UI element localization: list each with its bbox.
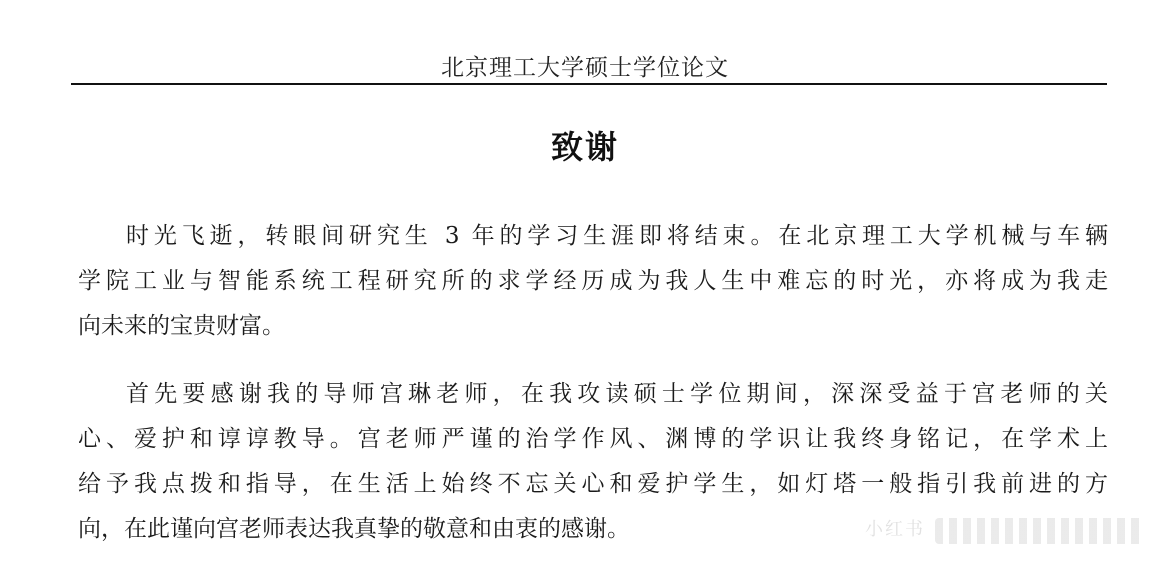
paragraph-1 [78,214,1108,349]
paragraph-line: 首先要感谢我的导师宫琳老师，在我攻读硕士学位期间，深深受益于宫老师的关 [126,381,1108,407]
paragraph-line: 时光飞逝，转眼间研究生 3 年的学习生涯即将结束。在北京理工大学机械与车辆 [126,223,1108,249]
paragraph-line: 向，在此谨向宫老师表达我真挚的敬意和由衷的感谢。 [78,516,630,542]
watermark-text: 小红书 [865,519,925,540]
running-header: 北京理工大学硕士学位论文 [441,55,729,81]
paragraph-line: 学院工业与智能系统工程研究所的求学经历成为我人生中难忘的时光，亦将成为我走 [78,268,1108,294]
header-rule [71,83,1107,85]
section-title: 致谢 [550,128,619,166]
paragraph-line: 给予我点拨和指导，在生活上始终不忘关心和爱护学生，如灯塔一般指引我前进的方 [78,471,1108,497]
paragraph-line: 心、爱护和谆谆教导。宫老师严谨的治学作风、渊博的学识让我终身铭记，在学术上 [78,426,1108,452]
paragraph-line: 向未来的宝贵财富。 [78,313,285,339]
watermark-logo [935,518,1145,544]
